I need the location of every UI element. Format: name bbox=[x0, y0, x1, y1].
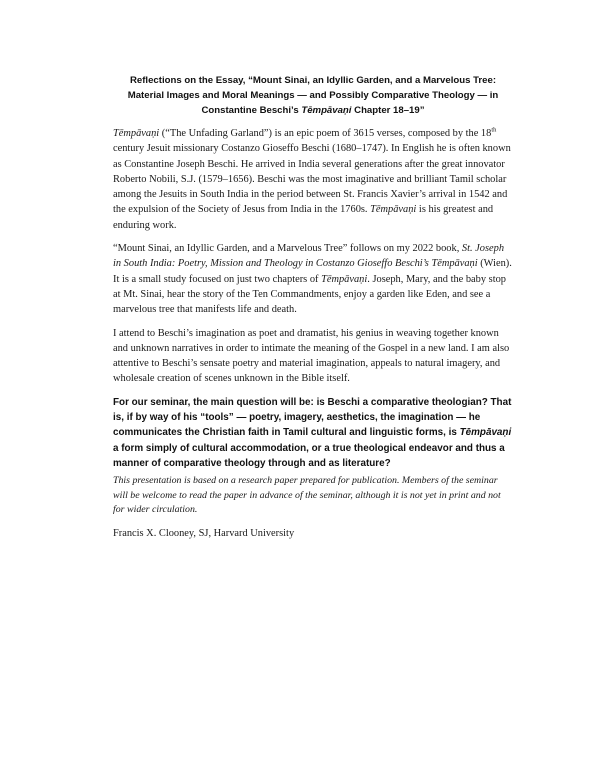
century-suffix: th bbox=[491, 126, 497, 134]
book-paragraph bbox=[113, 241, 513, 317]
book-text-3: . Joseph, Mary, and the baby stop at Mt. Sinai, hear the story of the Ten Commandments, enjoy a garden like Eden, and see a marvelous tree that manifests life and death. bbox=[113, 273, 506, 316]
seminar-question-paragraph bbox=[113, 395, 513, 471]
century-number: 18 bbox=[480, 128, 492, 139]
work-name: Tēmpāvaṇi bbox=[459, 427, 512, 439]
document-body bbox=[113, 73, 513, 541]
intro-text-3: is his greatest and enduring work. bbox=[113, 204, 494, 231]
author-signature: Francis X. Clooney, SJ, Harvard University bbox=[113, 528, 295, 540]
intro-paragraph bbox=[113, 126, 513, 233]
imagination-paragraph: I attend to Beschi’s imagination as poet and dramatist, his genius in weaving together known and unknown narratives in order to intimate the meaning of the Gospel in a new land. I am also attentive to Beschi’s sensate poetry and material imagination, appeals to natural imagery, and wholesale creation of scenes unknown in the Bible itself. bbox=[113, 327, 510, 385]
title-line-3 bbox=[113, 103, 513, 118]
book-text-2: (Wien). It is a small study focused on just two chapters of bbox=[113, 258, 512, 285]
title-line-3-start: Constantine Beschi’s bbox=[201, 105, 302, 116]
presentation-note: This presentation is based on a research paper prepared for publication. Members of the seminar will be welcome to read the paper in advance of the seminar, although it is not yet in print and not for wider circulation. bbox=[113, 475, 501, 516]
title-line-2: Material Images and Moral Meanings — and Possibly Comparative Theology — in bbox=[127, 90, 499, 101]
question-text-2: a form simply of cultural accommodation, or a true theological endeavor and thus a manner of comparative theology through and as literature? bbox=[113, 442, 505, 469]
title-line-1: Reflections on the Essay, “Mount Sinai, an Idyllic Garden, and a Marvelous Tree: bbox=[129, 75, 497, 86]
book-text-1: “Mount Sinai, an Idyllic Garden, and a Marvelous Tree” follows on my 2022 book, bbox=[113, 243, 462, 255]
work-name: Tēmpāvaṇi bbox=[113, 128, 160, 139]
work-name: Tēmpāvaṇi bbox=[370, 204, 417, 216]
intro-text-2: century Jesuit missionary Costanzo Gioseffo Beschi (1680–1747). In English he is often known as Constantine Joseph Beschi. He arrived in India several generations after the great innovator Roberto Nobili, S.J. (1579–1656). Beschi was the most imaginative and brilliant Tamil scholar among the Jesuits in South India in the period between St. Francis Xavier’s arrival in 1542 and the expulsion of the Society of Jesus from India in the 1760s. bbox=[113, 143, 511, 216]
document-title bbox=[113, 73, 513, 118]
title-line-3-end: Chapter 18–19” bbox=[351, 105, 425, 116]
book-title: St. Joseph in South India: Poetry, Mission and Theology in Costanzo Gioseffo Beschi’s Tēmpāvaṇi bbox=[113, 243, 505, 270]
title-work-name: Tēmpāvaṇi bbox=[301, 105, 352, 116]
work-name: Tēmpāvaṇi bbox=[321, 273, 368, 285]
question-text-1: For our seminar, the main question will be: is Beschi a comparative theologian? That is, if by way of his “tools” — poetry, imagery, aesthetics, the imagination — he communicates the Christian faith in Tamil cultural and linguistic forms, is bbox=[113, 396, 512, 439]
intro-text-1: (“The Unfading Garland”) is an epic poem of 3615 verses, composed by the bbox=[159, 128, 481, 139]
